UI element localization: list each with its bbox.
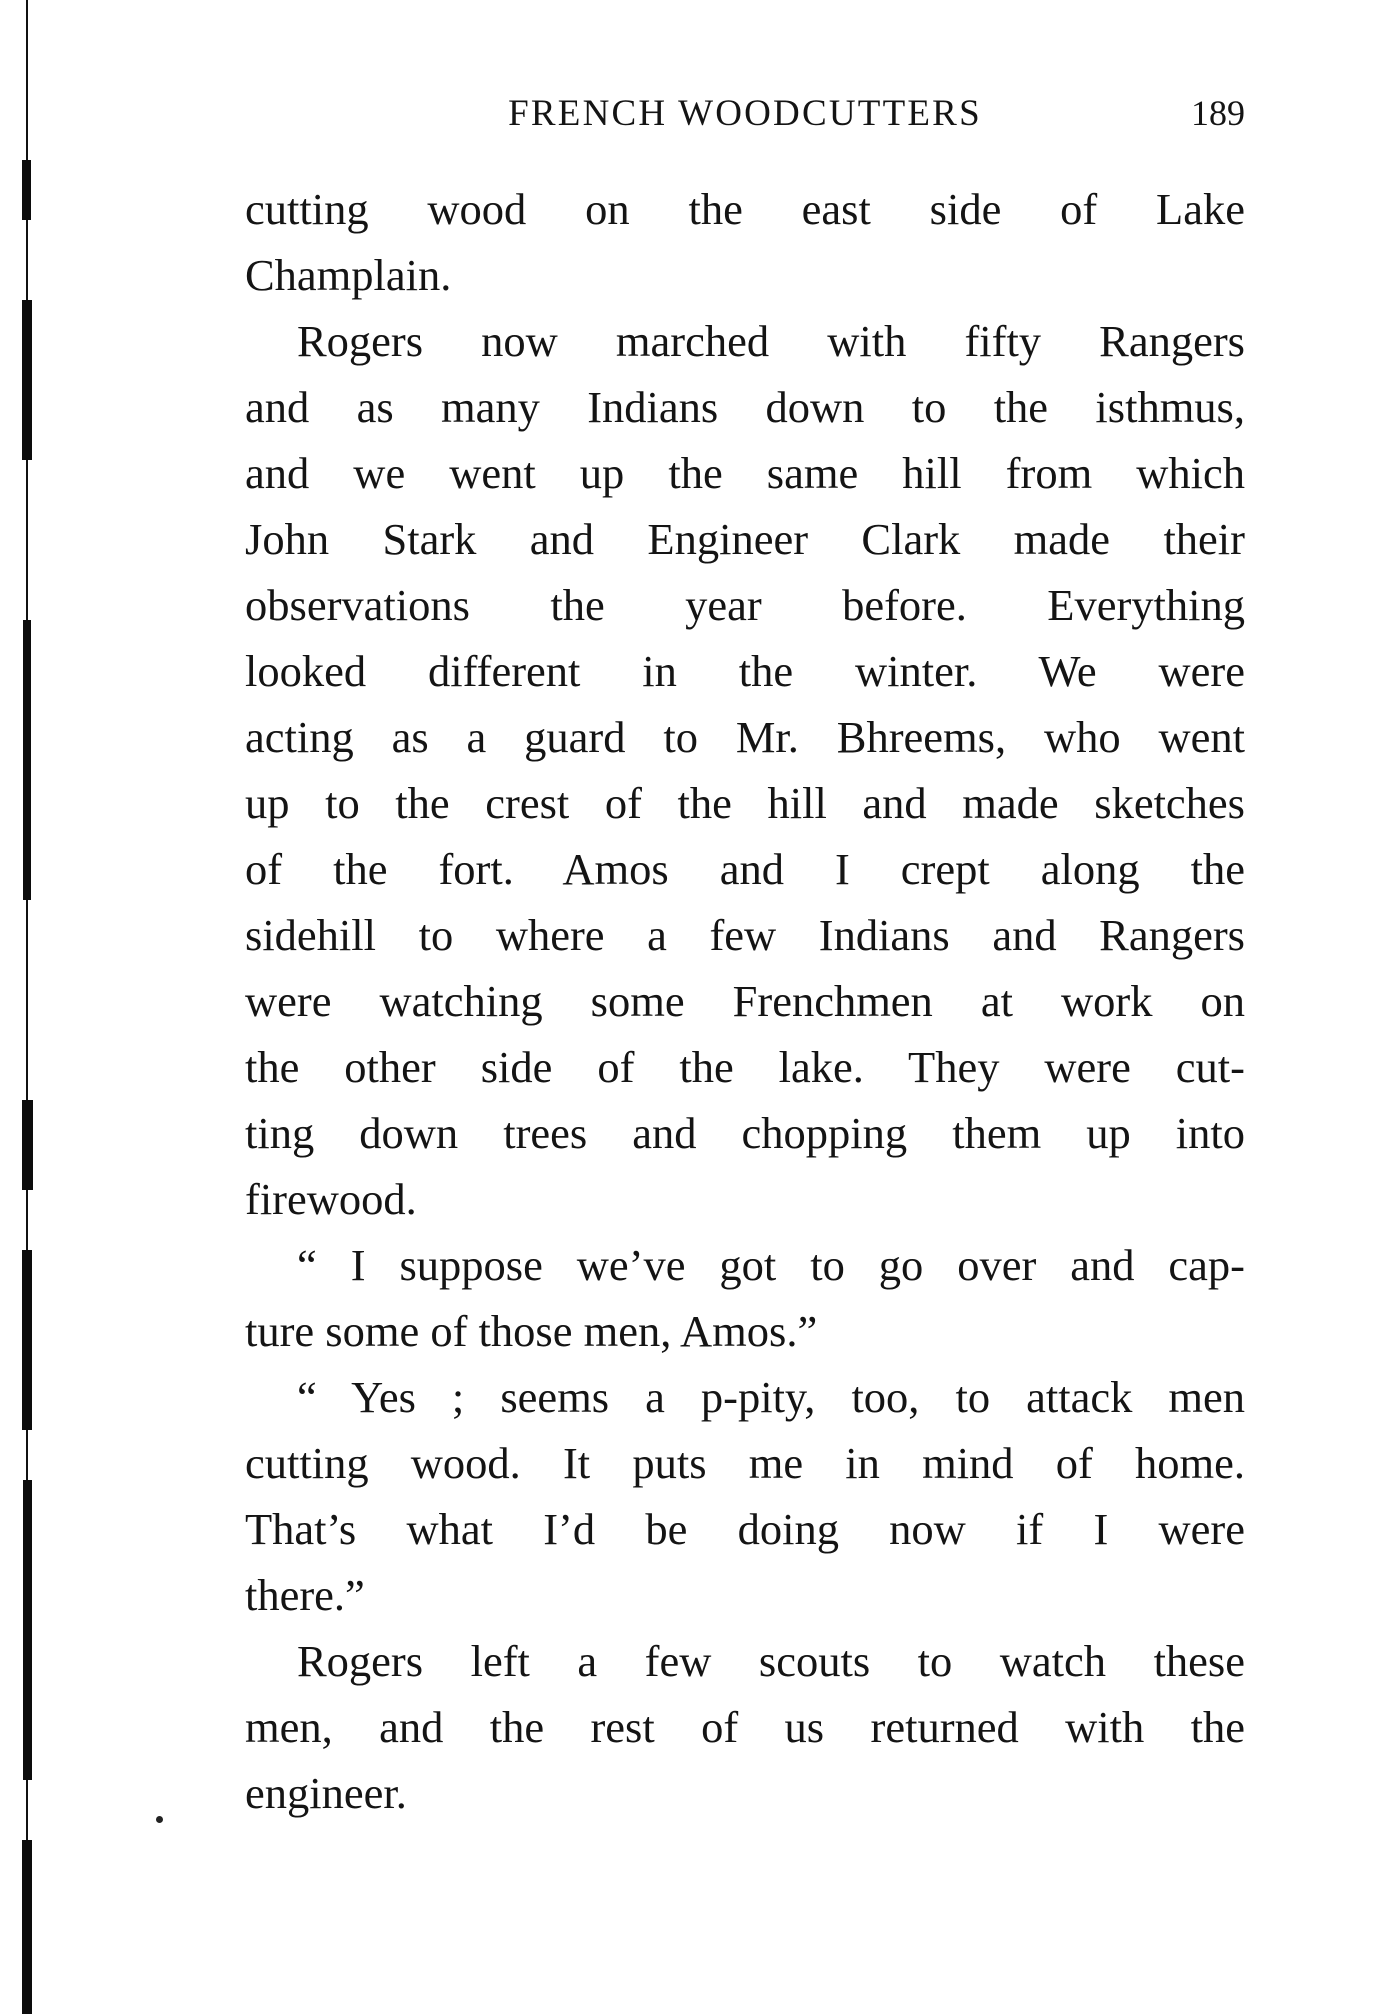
text-line: and we went up the same hill from which	[245, 448, 1245, 498]
text-line: were watching some Frenchmen at work on	[245, 976, 1245, 1026]
text-line: “ I suppose we’ve got to go over and cap-	[297, 1240, 1245, 1290]
page-number: 189	[1191, 93, 1245, 133]
text-line: firewood.	[245, 1174, 417, 1224]
text-line: men, and the rest of us returned with the	[245, 1702, 1245, 1752]
text-line: sidehill to where a few Indians and Rangers	[245, 910, 1245, 960]
text-line: Champlain.	[245, 250, 452, 300]
running-title: FRENCH WOODCUTTERS	[508, 93, 982, 134]
text-line: That’s what I’d be doing now if I were	[245, 1504, 1245, 1554]
text-line: acting as a guard to Mr. Bhreems, who went	[245, 712, 1245, 762]
text-line: cutting wood. It puts me in mind of home.	[245, 1438, 1245, 1488]
paragraph	[245, 1232, 1245, 1364]
running-header	[245, 92, 1245, 142]
text-line: observations the year before. Everything	[245, 580, 1245, 630]
ink-speck	[156, 1816, 163, 1823]
paragraph	[245, 1364, 1245, 1628]
binding-edge	[22, 0, 36, 2014]
paragraph	[245, 176, 1245, 308]
text-line: of the fort. Amos and I crept along the	[245, 844, 1245, 894]
text-line: and as many Indians down to the isthmus,	[245, 382, 1245, 432]
text-line: ting down trees and chopping them up into	[245, 1108, 1245, 1158]
text-line: “ Yes ; seems a p-pity, too, to attack men	[297, 1372, 1245, 1422]
text-line: there.”	[245, 1570, 365, 1620]
paragraph	[245, 308, 1245, 1232]
text-line: up to the crest of the hill and made sketches	[245, 778, 1245, 828]
text-line: cutting wood on the east side of Lake	[245, 184, 1245, 234]
text-line: ture some of those men, Amos.”	[245, 1306, 818, 1356]
text-line: Rogers left a few scouts to watch these	[297, 1636, 1245, 1686]
text-line: John Stark and Engineer Clark made their	[245, 514, 1245, 564]
body-text	[245, 176, 1245, 1826]
paragraph	[245, 1628, 1245, 1826]
text-line: engineer.	[245, 1768, 407, 1818]
text-line: the other side of the lake. They were cut-	[245, 1042, 1245, 1092]
text-line: Rogers now marched with fifty Rangers	[297, 316, 1245, 366]
text-line: looked different in the winter. We were	[245, 646, 1245, 696]
